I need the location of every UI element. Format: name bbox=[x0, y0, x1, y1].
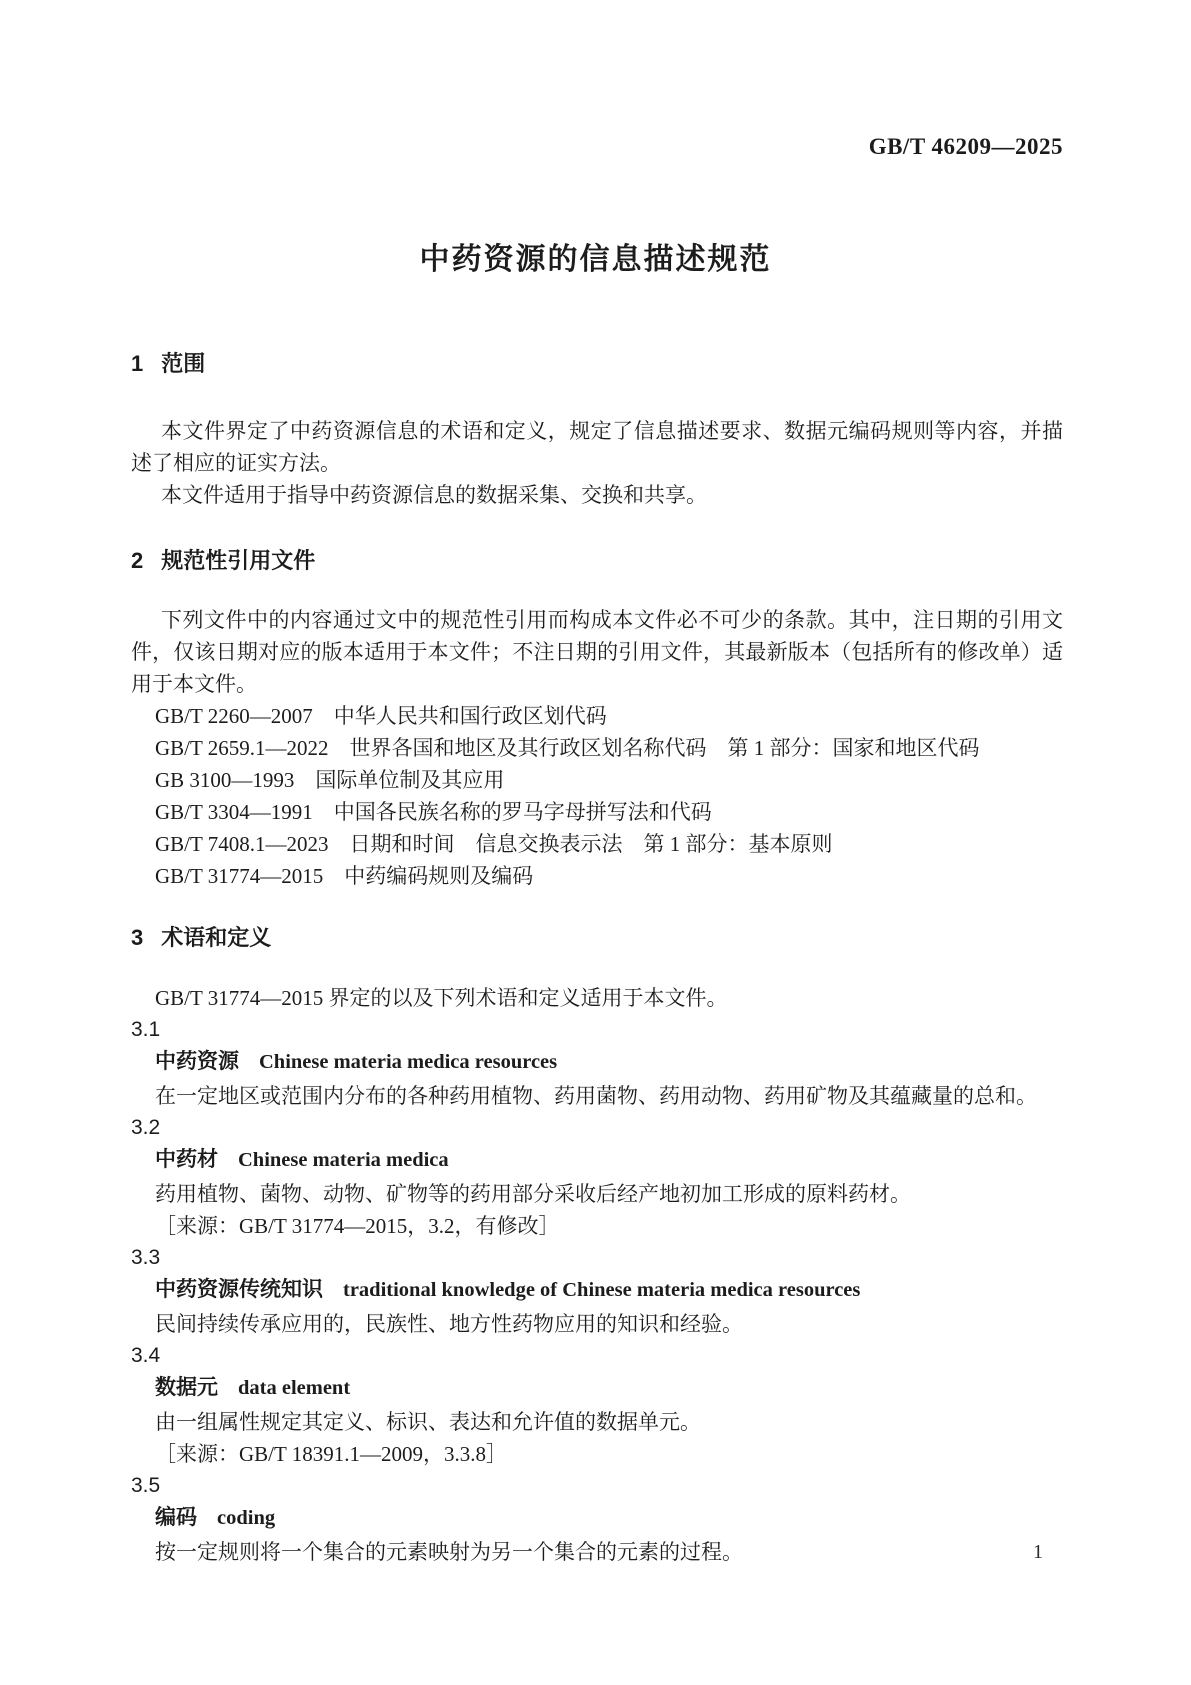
term-name-en: Chinese materia medica resources bbox=[259, 1051, 558, 1073]
reference-item: GB 3100—1993 国际单位制及其应用 bbox=[155, 768, 505, 792]
term-definition: 民间持续传承应用的，民族性、地方性药物应用的知识和经验。 bbox=[155, 1312, 743, 1336]
section-title: 范围 bbox=[161, 351, 206, 376]
term-name-en: traditional knowledge of Chinese materia medica resources bbox=[343, 1279, 861, 1301]
term-heading bbox=[131, 1372, 1063, 1406]
section-title: 术语和定义 bbox=[161, 925, 272, 950]
term-name-zh: 中药资源 bbox=[155, 1050, 239, 1073]
reference-list bbox=[131, 700, 1063, 892]
section-title: 规范性引用文件 bbox=[161, 548, 316, 573]
term-entry bbox=[131, 1014, 1063, 1112]
term-name-zh: 编码 bbox=[155, 1506, 197, 1529]
normative-references-intro: 下列文件中的内容通过文中的规范性引用而构成本文件必不可少的条款。其中，注日期的引用文件，仅该日期对应的版本适用于本文件；不注日期的引用文件，其最新版本（包括所有的修改单）适用于本文件。 bbox=[131, 608, 1063, 696]
scope-paragraph-2: 本文件适用于指导中药资源信息的数据采集、交换和共享。 bbox=[161, 483, 707, 507]
terms-intro: GB/T 31774—2015 界定的以及下列术语和定义适用于本文件。 bbox=[155, 986, 728, 1010]
term-entry bbox=[131, 1340, 1063, 1470]
term-definition: 由一组属性规定其定义、标识、表达和允许值的数据单元。 bbox=[155, 1410, 701, 1434]
scope-paragraph-1: 本文件界定了中药资源信息的术语和定义，规定了信息描述要求、数据元编码规则等内容，并描述了相应的证实方法。 bbox=[131, 419, 1063, 475]
term-definition: 药用植物、菌物、动物、矿物等的药用部分采收后经产地初加工形成的原料药材。 bbox=[155, 1182, 911, 1206]
section-heading-terms bbox=[131, 922, 1063, 954]
term-source: ［来源：GB/T 31774—2015，3.2，有修改］ bbox=[155, 1214, 560, 1238]
term-heading bbox=[131, 1274, 1063, 1308]
reference-item: GB/T 2260—2007 中华人民共和国行政区划代码 bbox=[155, 704, 607, 728]
section-heading-normative-references bbox=[131, 545, 1063, 577]
term-entry bbox=[131, 1470, 1063, 1568]
term-number: 3.2 bbox=[131, 1116, 161, 1139]
section-number: 1 bbox=[131, 351, 144, 376]
section-heading-scope bbox=[131, 348, 1063, 380]
term-name-zh: 中药材 bbox=[155, 1148, 218, 1171]
document-title: 中药资源的信息描述规范 bbox=[419, 243, 772, 276]
terms-list bbox=[131, 1014, 1063, 1568]
term-entry bbox=[131, 1112, 1063, 1242]
reference-item: GB/T 7408.1—2023 日期和时间 信息交换表示法 第 1 部分：基本原则 bbox=[155, 832, 833, 856]
term-number: 3.3 bbox=[131, 1246, 161, 1269]
term-source: ［来源：GB/T 18391.1—2009，3.3.8］ bbox=[155, 1442, 507, 1466]
page-number: 1 bbox=[1033, 1541, 1043, 1563]
term-name-en: data element bbox=[238, 1377, 351, 1399]
term-definition: 按一定规则将一个集合的元素映射为另一个集合的元素的过程。 bbox=[155, 1540, 743, 1564]
term-number: 3.4 bbox=[131, 1344, 161, 1367]
section-number: 3 bbox=[131, 925, 144, 950]
term-name-zh: 中药资源传统知识 bbox=[155, 1278, 323, 1301]
reference-item: GB/T 2659.1—2022 世界各国和地区及其行政区划名称代码 第 1 部分：国家和地区代码 bbox=[155, 736, 980, 760]
section-number: 2 bbox=[131, 548, 144, 573]
document-body bbox=[131, 0, 1063, 1568]
term-definition: 在一定地区或范围内分布的各种药用植物、药用菌物、药用动物、药用矿物及其蕴藏量的总和。 bbox=[155, 1084, 1037, 1108]
reference-item: GB/T 3304—1991 中国各民族名称的罗马字母拼写法和代码 bbox=[155, 800, 712, 824]
term-number: 3.1 bbox=[131, 1018, 161, 1041]
term-heading bbox=[131, 1144, 1063, 1178]
term-name-en: Chinese materia medica bbox=[238, 1149, 449, 1171]
term-number: 3.5 bbox=[131, 1474, 161, 1497]
term-heading bbox=[131, 1046, 1063, 1080]
term-name-en: coding bbox=[217, 1507, 276, 1529]
reference-item: GB/T 31774—2015 中药编码规则及编码 bbox=[155, 864, 534, 888]
standard-number: GB/T 46209—2025 bbox=[868, 134, 1063, 159]
term-entry bbox=[131, 1242, 1063, 1340]
term-heading bbox=[131, 1502, 1063, 1536]
term-name-zh: 数据元 bbox=[155, 1376, 218, 1399]
